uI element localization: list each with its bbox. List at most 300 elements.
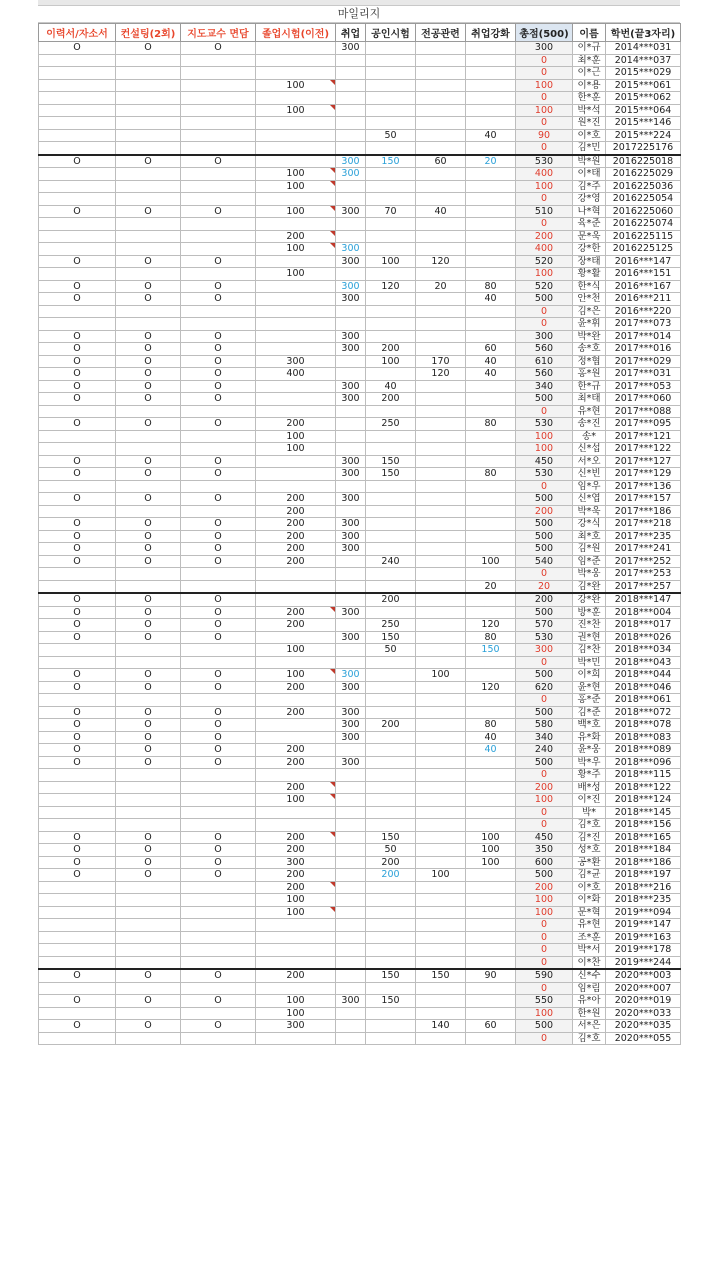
major-related-cell[interactable] — [416, 881, 466, 894]
certified-exam-cell[interactable] — [366, 530, 416, 543]
student-id-cell[interactable]: 2020***033 — [606, 1007, 681, 1020]
employment-boost-cell[interactable]: 40 — [466, 744, 516, 757]
employment-boost-cell[interactable] — [466, 104, 516, 117]
total-score-cell[interactable]: 100 — [516, 794, 573, 807]
student-id-cell[interactable]: 2017***122 — [606, 443, 681, 456]
certified-exam-cell[interactable] — [366, 731, 416, 744]
employment-boost-cell[interactable] — [466, 706, 516, 719]
professor-meeting-cell[interactable] — [181, 168, 256, 181]
employment-boost-cell[interactable] — [466, 906, 516, 919]
employment-boost-cell[interactable] — [466, 756, 516, 769]
student-id-cell[interactable]: 2018***165 — [606, 831, 681, 844]
consulting-cell[interactable]: O — [116, 706, 181, 719]
total-score-cell[interactable]: 500 — [516, 756, 573, 769]
professor-meeting-cell[interactable] — [181, 218, 256, 231]
certified-exam-cell[interactable]: 50 — [366, 844, 416, 857]
resume-cell[interactable]: O — [39, 706, 116, 719]
graduation-exam-cell[interactable] — [256, 117, 336, 130]
total-score-cell[interactable]: 570 — [516, 619, 573, 632]
resume-cell[interactable] — [39, 443, 116, 456]
major-related-cell[interactable] — [416, 318, 466, 331]
certified-exam-cell[interactable] — [366, 318, 416, 331]
employment-cell[interactable]: 300 — [336, 669, 366, 682]
consulting-cell[interactable] — [116, 982, 181, 995]
total-score-cell[interactable]: 530 — [516, 155, 573, 168]
resume-cell[interactable]: O — [39, 831, 116, 844]
major-related-cell[interactable] — [416, 443, 466, 456]
name-cell[interactable]: 육*준 — [573, 218, 606, 231]
resume-cell[interactable] — [39, 1032, 116, 1045]
certified-exam-cell[interactable] — [366, 368, 416, 381]
graduation-exam-cell[interactable]: 100 — [256, 268, 336, 281]
consulting-cell[interactable]: O — [116, 969, 181, 982]
name-cell[interactable]: 송*진 — [573, 418, 606, 431]
major-related-cell[interactable] — [416, 555, 466, 568]
total-score-cell[interactable]: 0 — [516, 694, 573, 707]
certified-exam-cell[interactable] — [366, 1032, 416, 1045]
student-id-cell[interactable]: 2018***061 — [606, 694, 681, 707]
graduation-exam-cell[interactable] — [256, 1032, 336, 1045]
major-related-cell[interactable] — [416, 806, 466, 819]
graduation-exam-cell[interactable]: 100 — [256, 168, 336, 181]
major-related-cell[interactable]: 140 — [416, 1020, 466, 1033]
header-major-related[interactable]: 전공관련 — [416, 24, 466, 42]
name-cell[interactable]: 이*찬 — [573, 956, 606, 969]
certified-exam-cell[interactable] — [366, 293, 416, 306]
name-cell[interactable]: 성*호 — [573, 844, 606, 857]
graduation-exam-cell[interactable]: 300 — [256, 1020, 336, 1033]
name-cell[interactable]: 최*호 — [573, 530, 606, 543]
employment-cell[interactable]: 300 — [336, 330, 366, 343]
consulting-cell[interactable] — [116, 931, 181, 944]
resume-cell[interactable] — [39, 104, 116, 117]
certified-exam-cell[interactable] — [366, 781, 416, 794]
consulting-cell[interactable] — [116, 142, 181, 155]
name-cell[interactable]: 이*희 — [573, 669, 606, 682]
employment-cell[interactable] — [336, 418, 366, 431]
total-score-cell[interactable]: 450 — [516, 455, 573, 468]
consulting-cell[interactable]: O — [116, 681, 181, 694]
employment-boost-cell[interactable] — [466, 67, 516, 80]
resume-cell[interactable]: O — [39, 280, 116, 293]
resume-cell[interactable]: O — [39, 1020, 116, 1033]
major-related-cell[interactable] — [416, 430, 466, 443]
total-score-cell[interactable]: 400 — [516, 168, 573, 181]
certified-exam-cell[interactable]: 200 — [366, 393, 416, 406]
employment-cell[interactable]: 300 — [336, 393, 366, 406]
professor-meeting-cell[interactable] — [181, 956, 256, 969]
certified-exam-cell[interactable] — [366, 305, 416, 318]
name-cell[interactable]: 이*규 — [573, 42, 606, 55]
consulting-cell[interactable] — [116, 794, 181, 807]
major-related-cell[interactable] — [416, 756, 466, 769]
professor-meeting-cell[interactable] — [181, 230, 256, 243]
name-cell[interactable]: 진*찬 — [573, 619, 606, 632]
name-cell[interactable]: 강*식 — [573, 518, 606, 531]
employment-cell[interactable]: 300 — [336, 681, 366, 694]
total-score-cell[interactable]: 20 — [516, 580, 573, 593]
resume-cell[interactable]: O — [39, 518, 116, 531]
student-id-cell[interactable]: 2018***078 — [606, 719, 681, 732]
certified-exam-cell[interactable] — [366, 669, 416, 682]
total-score-cell[interactable]: 200 — [516, 881, 573, 894]
graduation-exam-cell[interactable] — [256, 919, 336, 932]
graduation-exam-cell[interactable]: 200 — [256, 518, 336, 531]
consulting-cell[interactable]: O — [116, 380, 181, 393]
graduation-exam-cell[interactable] — [256, 694, 336, 707]
consulting-cell[interactable] — [116, 806, 181, 819]
student-id-cell[interactable]: 2016225029 — [606, 168, 681, 181]
student-id-cell[interactable]: 2018***147 — [606, 593, 681, 606]
graduation-exam-cell[interactable]: 200 — [256, 756, 336, 769]
major-related-cell[interactable] — [416, 193, 466, 206]
certified-exam-cell[interactable] — [366, 656, 416, 669]
professor-meeting-cell[interactable] — [181, 819, 256, 832]
student-id-cell[interactable]: 2018***083 — [606, 731, 681, 744]
employment-cell[interactable] — [336, 568, 366, 581]
consulting-cell[interactable] — [116, 104, 181, 117]
total-score-cell[interactable]: 500 — [516, 706, 573, 719]
graduation-exam-cell[interactable] — [256, 155, 336, 168]
major-related-cell[interactable] — [416, 543, 466, 556]
name-cell[interactable]: 한*훈 — [573, 92, 606, 105]
employment-boost-cell[interactable] — [466, 255, 516, 268]
employment-boost-cell[interactable] — [466, 794, 516, 807]
resume-cell[interactable]: O — [39, 995, 116, 1008]
certified-exam-cell[interactable] — [366, 493, 416, 506]
major-related-cell[interactable] — [416, 956, 466, 969]
graduation-exam-cell[interactable]: 100 — [256, 443, 336, 456]
employment-boost-cell[interactable] — [466, 781, 516, 794]
professor-meeting-cell[interactable] — [181, 656, 256, 669]
graduation-exam-cell[interactable]: 100 — [256, 894, 336, 907]
consulting-cell[interactable] — [116, 218, 181, 231]
certified-exam-cell[interactable]: 250 — [366, 619, 416, 632]
employment-cell[interactable]: 300 — [336, 155, 366, 168]
student-id-cell[interactable]: 2020***035 — [606, 1020, 681, 1033]
total-score-cell[interactable]: 0 — [516, 956, 573, 969]
name-cell[interactable]: 김*은 — [573, 305, 606, 318]
graduation-exam-cell[interactable] — [256, 330, 336, 343]
graduation-exam-cell[interactable] — [256, 193, 336, 206]
employment-cell[interactable] — [336, 92, 366, 105]
resume-cell[interactable]: O — [39, 844, 116, 857]
graduation-exam-cell[interactable] — [256, 255, 336, 268]
total-score-cell[interactable]: 500 — [516, 293, 573, 306]
employment-cell[interactable]: 300 — [336, 518, 366, 531]
professor-meeting-cell[interactable] — [181, 568, 256, 581]
employment-cell[interactable] — [336, 982, 366, 995]
major-related-cell[interactable] — [416, 104, 466, 117]
employment-boost-cell[interactable]: 100 — [466, 844, 516, 857]
name-cell[interactable]: 권*현 — [573, 631, 606, 644]
professor-meeting-cell[interactable] — [181, 781, 256, 794]
certified-exam-cell[interactable]: 240 — [366, 555, 416, 568]
consulting-cell[interactable] — [116, 956, 181, 969]
graduation-exam-cell[interactable]: 200 — [256, 781, 336, 794]
employment-cell[interactable]: 300 — [336, 168, 366, 181]
certified-exam-cell[interactable] — [366, 218, 416, 231]
consulting-cell[interactable]: O — [116, 518, 181, 531]
employment-boost-cell[interactable]: 60 — [466, 1020, 516, 1033]
certified-exam-cell[interactable] — [366, 906, 416, 919]
total-score-cell[interactable]: 100 — [516, 268, 573, 281]
resume-cell[interactable]: O — [39, 155, 116, 168]
professor-meeting-cell[interactable] — [181, 931, 256, 944]
total-score-cell[interactable]: 610 — [516, 355, 573, 368]
consulting-cell[interactable] — [116, 54, 181, 67]
professor-meeting-cell[interactable] — [181, 794, 256, 807]
professor-meeting-cell[interactable]: O — [181, 530, 256, 543]
consulting-cell[interactable] — [116, 881, 181, 894]
professor-meeting-cell[interactable]: O — [181, 995, 256, 1008]
name-cell[interactable]: 박*원 — [573, 155, 606, 168]
professor-meeting-cell[interactable]: O — [181, 42, 256, 55]
employment-boost-cell[interactable]: 100 — [466, 831, 516, 844]
name-cell[interactable]: 배*성 — [573, 781, 606, 794]
student-id-cell[interactable]: 2019***163 — [606, 931, 681, 944]
professor-meeting-cell[interactable] — [181, 894, 256, 907]
total-score-cell[interactable]: 340 — [516, 731, 573, 744]
student-id-cell[interactable]: 2015***224 — [606, 129, 681, 142]
certified-exam-cell[interactable]: 200 — [366, 593, 416, 606]
employment-boost-cell[interactable]: 150 — [466, 644, 516, 657]
resume-cell[interactable]: O — [39, 255, 116, 268]
major-related-cell[interactable]: 120 — [416, 368, 466, 381]
total-score-cell[interactable]: 300 — [516, 330, 573, 343]
name-cell[interactable]: 박*욱 — [573, 505, 606, 518]
student-id-cell[interactable]: 2015***029 — [606, 67, 681, 80]
employment-boost-cell[interactable]: 40 — [466, 731, 516, 744]
total-score-cell[interactable]: 200 — [516, 230, 573, 243]
student-id-cell[interactable]: 2018***216 — [606, 881, 681, 894]
name-cell[interactable]: 송* — [573, 430, 606, 443]
employment-cell[interactable] — [336, 54, 366, 67]
employment-boost-cell[interactable] — [466, 769, 516, 782]
employment-boost-cell[interactable] — [466, 405, 516, 418]
employment-cell[interactable] — [336, 117, 366, 130]
consulting-cell[interactable] — [116, 480, 181, 493]
header-professor-meeting[interactable]: 지도교수 면담 — [181, 24, 256, 42]
student-id-cell[interactable]: 2017***253 — [606, 568, 681, 581]
employment-boost-cell[interactable]: 40 — [466, 129, 516, 142]
consulting-cell[interactable] — [116, 305, 181, 318]
employment-boost-cell[interactable] — [466, 42, 516, 55]
consulting-cell[interactable] — [116, 919, 181, 932]
employment-boost-cell[interactable] — [466, 380, 516, 393]
student-id-cell[interactable]: 2016225054 — [606, 193, 681, 206]
total-score-cell[interactable]: 550 — [516, 995, 573, 1008]
name-cell[interactable]: 강*영 — [573, 193, 606, 206]
professor-meeting-cell[interactable]: O — [181, 555, 256, 568]
student-id-cell[interactable]: 2018***197 — [606, 869, 681, 882]
employment-boost-cell[interactable] — [466, 180, 516, 193]
certified-exam-cell[interactable] — [366, 681, 416, 694]
employment-boost-cell[interactable] — [466, 268, 516, 281]
professor-meeting-cell[interactable] — [181, 142, 256, 155]
student-id-cell[interactable]: 2019***244 — [606, 956, 681, 969]
name-cell[interactable]: 원*진 — [573, 117, 606, 130]
employment-cell[interactable] — [336, 919, 366, 932]
student-id-cell[interactable]: 2019***147 — [606, 919, 681, 932]
certified-exam-cell[interactable] — [366, 769, 416, 782]
resume-cell[interactable] — [39, 218, 116, 231]
employment-boost-cell[interactable] — [466, 530, 516, 543]
resume-cell[interactable]: O — [39, 355, 116, 368]
major-related-cell[interactable] — [416, 781, 466, 794]
major-related-cell[interactable] — [416, 906, 466, 919]
resume-cell[interactable] — [39, 881, 116, 894]
certified-exam-cell[interactable] — [366, 54, 416, 67]
total-score-cell[interactable]: 500 — [516, 530, 573, 543]
employment-cell[interactable] — [336, 318, 366, 331]
total-score-cell[interactable]: 100 — [516, 894, 573, 907]
resume-cell[interactable]: O — [39, 869, 116, 882]
consulting-cell[interactable]: O — [116, 631, 181, 644]
professor-meeting-cell[interactable]: O — [181, 831, 256, 844]
total-score-cell[interactable]: 100 — [516, 1007, 573, 1020]
major-related-cell[interactable] — [416, 1007, 466, 1020]
name-cell[interactable]: 이*진 — [573, 794, 606, 807]
consulting-cell[interactable] — [116, 1032, 181, 1045]
resume-cell[interactable]: O — [39, 393, 116, 406]
resume-cell[interactable] — [39, 305, 116, 318]
employment-cell[interactable] — [336, 906, 366, 919]
student-id-cell[interactable]: 2018***124 — [606, 794, 681, 807]
certified-exam-cell[interactable] — [366, 480, 416, 493]
resume-cell[interactable]: O — [39, 593, 116, 606]
resume-cell[interactable]: O — [39, 368, 116, 381]
name-cell[interactable]: 신*엽 — [573, 493, 606, 506]
resume-cell[interactable]: O — [39, 756, 116, 769]
professor-meeting-cell[interactable] — [181, 268, 256, 281]
total-score-cell[interactable]: 500 — [516, 1020, 573, 1033]
professor-meeting-cell[interactable] — [181, 480, 256, 493]
graduation-exam-cell[interactable]: 100 — [256, 430, 336, 443]
professor-meeting-cell[interactable]: O — [181, 493, 256, 506]
major-related-cell[interactable] — [416, 631, 466, 644]
name-cell[interactable]: 김*균 — [573, 869, 606, 882]
major-related-cell[interactable] — [416, 769, 466, 782]
employment-cell[interactable] — [336, 305, 366, 318]
name-cell[interactable]: 김*호 — [573, 1032, 606, 1045]
total-score-cell[interactable]: 300 — [516, 42, 573, 55]
graduation-exam-cell[interactable]: 200 — [256, 418, 336, 431]
employment-boost-cell[interactable] — [466, 919, 516, 932]
employment-cell[interactable] — [336, 781, 366, 794]
employment-boost-cell[interactable] — [466, 543, 516, 556]
graduation-exam-cell[interactable] — [256, 931, 336, 944]
employment-boost-cell[interactable] — [466, 318, 516, 331]
resume-cell[interactable] — [39, 644, 116, 657]
student-id-cell[interactable]: 2017***073 — [606, 318, 681, 331]
professor-meeting-cell[interactable]: O — [181, 706, 256, 719]
resume-cell[interactable]: O — [39, 330, 116, 343]
employment-cell[interactable] — [336, 593, 366, 606]
student-id-cell[interactable]: 2018***115 — [606, 769, 681, 782]
graduation-exam-cell[interactable] — [256, 580, 336, 593]
name-cell[interactable]: 김*민 — [573, 142, 606, 155]
employment-boost-cell[interactable] — [466, 518, 516, 531]
consulting-cell[interactable] — [116, 781, 181, 794]
name-cell[interactable]: 최*훈 — [573, 54, 606, 67]
employment-boost-cell[interactable]: 100 — [466, 555, 516, 568]
student-id-cell[interactable]: 2017***157 — [606, 493, 681, 506]
professor-meeting-cell[interactable]: O — [181, 719, 256, 732]
name-cell[interactable]: 장*태 — [573, 255, 606, 268]
graduation-exam-cell[interactable]: 200 — [256, 844, 336, 857]
major-related-cell[interactable] — [416, 644, 466, 657]
consulting-cell[interactable]: O — [116, 844, 181, 857]
major-related-cell[interactable] — [416, 819, 466, 832]
consulting-cell[interactable] — [116, 568, 181, 581]
professor-meeting-cell[interactable] — [181, 54, 256, 67]
employment-cell[interactable] — [336, 1032, 366, 1045]
employment-boost-cell[interactable]: 80 — [466, 631, 516, 644]
certified-exam-cell[interactable] — [366, 694, 416, 707]
employment-cell[interactable] — [336, 580, 366, 593]
certified-exam-cell[interactable] — [366, 243, 416, 256]
professor-meeting-cell[interactable] — [181, 919, 256, 932]
consulting-cell[interactable]: O — [116, 280, 181, 293]
employment-boost-cell[interactable]: 40 — [466, 368, 516, 381]
student-id-cell[interactable]: 2016225018 — [606, 155, 681, 168]
major-related-cell[interactable] — [416, 681, 466, 694]
resume-cell[interactable] — [39, 268, 116, 281]
total-score-cell[interactable]: 0 — [516, 931, 573, 944]
student-id-cell[interactable]: 2015***062 — [606, 92, 681, 105]
name-cell[interactable]: 박*웅 — [573, 568, 606, 581]
employment-cell[interactable] — [336, 443, 366, 456]
header-total-score[interactable]: 총점(500) — [516, 24, 573, 42]
employment-cell[interactable] — [336, 180, 366, 193]
professor-meeting-cell[interactable]: O — [181, 155, 256, 168]
major-related-cell[interactable]: 60 — [416, 155, 466, 168]
resume-cell[interactable]: O — [39, 380, 116, 393]
major-related-cell[interactable] — [416, 330, 466, 343]
major-related-cell[interactable] — [416, 619, 466, 632]
graduation-exam-cell[interactable] — [256, 944, 336, 957]
student-id-cell[interactable]: 2016***211 — [606, 293, 681, 306]
total-score-cell[interactable]: 0 — [516, 67, 573, 80]
student-id-cell[interactable]: 2017***029 — [606, 355, 681, 368]
certified-exam-cell[interactable] — [366, 744, 416, 757]
header-employment-boost[interactable]: 취업강화 — [466, 24, 516, 42]
name-cell[interactable]: 문*혁 — [573, 906, 606, 919]
consulting-cell[interactable]: O — [116, 368, 181, 381]
total-score-cell[interactable]: 200 — [516, 781, 573, 794]
consulting-cell[interactable]: O — [116, 393, 181, 406]
graduation-exam-cell[interactable]: 200 — [256, 744, 336, 757]
employment-cell[interactable] — [336, 430, 366, 443]
resume-cell[interactable] — [39, 129, 116, 142]
resume-cell[interactable]: O — [39, 969, 116, 982]
total-score-cell[interactable]: 0 — [516, 117, 573, 130]
name-cell[interactable]: 임*준 — [573, 555, 606, 568]
resume-cell[interactable]: O — [39, 530, 116, 543]
total-score-cell[interactable]: 100 — [516, 906, 573, 919]
major-related-cell[interactable] — [416, 230, 466, 243]
consulting-cell[interactable]: O — [116, 744, 181, 757]
resume-cell[interactable]: O — [39, 619, 116, 632]
consulting-cell[interactable] — [116, 656, 181, 669]
professor-meeting-cell[interactable]: O — [181, 293, 256, 306]
professor-meeting-cell[interactable]: O — [181, 669, 256, 682]
employment-cell[interactable] — [336, 355, 366, 368]
name-cell[interactable]: 서*은 — [573, 1020, 606, 1033]
major-related-cell[interactable] — [416, 405, 466, 418]
employment-cell[interactable]: 300 — [336, 255, 366, 268]
